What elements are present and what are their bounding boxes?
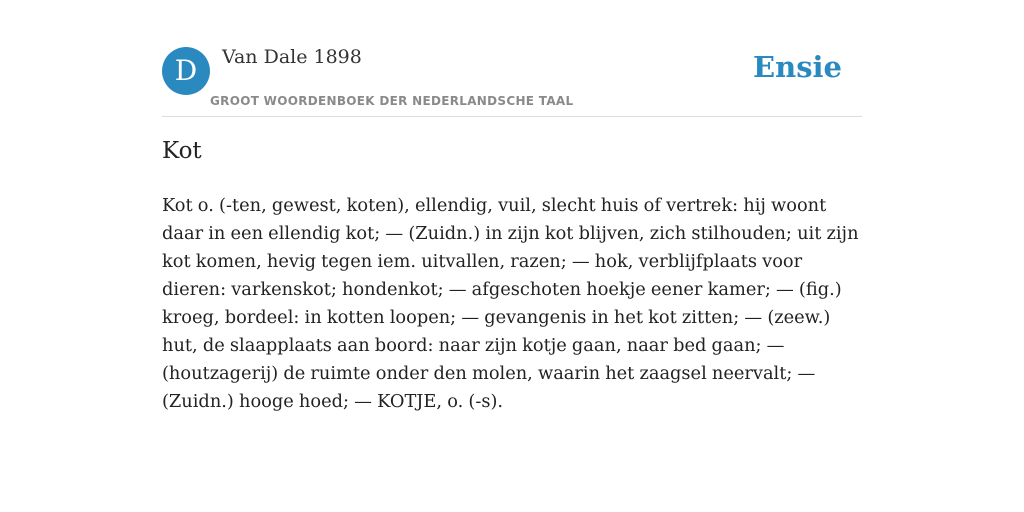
brand-logo[interactable]: Ensie [753, 50, 842, 84]
source-title[interactable]: Van Dale 1898 [222, 46, 362, 68]
entry-title: Kot [162, 138, 202, 164]
entry-definition: Kot o. (-ten, gewest, koten), ellendig, vuil, slecht huis of vertrek: hij woont daar in een ellendig kot; — (Zuidn.) in zijn kot blijven, zich stilhouden; uit zijn kot komen, hevig tegen iem. uitvallen, razen; — hok, verblijfplaats voor dieren: varkenskot; hondenkot; — afgeschoten hoekje eener kamer; — (fig.) kroeg, bordeel: in kotten loopen; — gevangenis in het kot zitten; — (zeew.) hut, de slaapplaats aan boord: naar zijn kotje gaan, naar bed gaan; — (houtzagerij) de ruimte onder den molen, waarin het zaagsel neervalt; — (Zuidn.) hooge hoed; — KOTJE, o. (-s). [162, 195, 859, 412]
dictionary-logo-icon[interactable]: D [162, 47, 210, 95]
source-subtitle: GROOT WOORDENBOEK DER NEDERLANDSCHE TAAL [210, 94, 574, 108]
page-header [162, 44, 862, 117]
